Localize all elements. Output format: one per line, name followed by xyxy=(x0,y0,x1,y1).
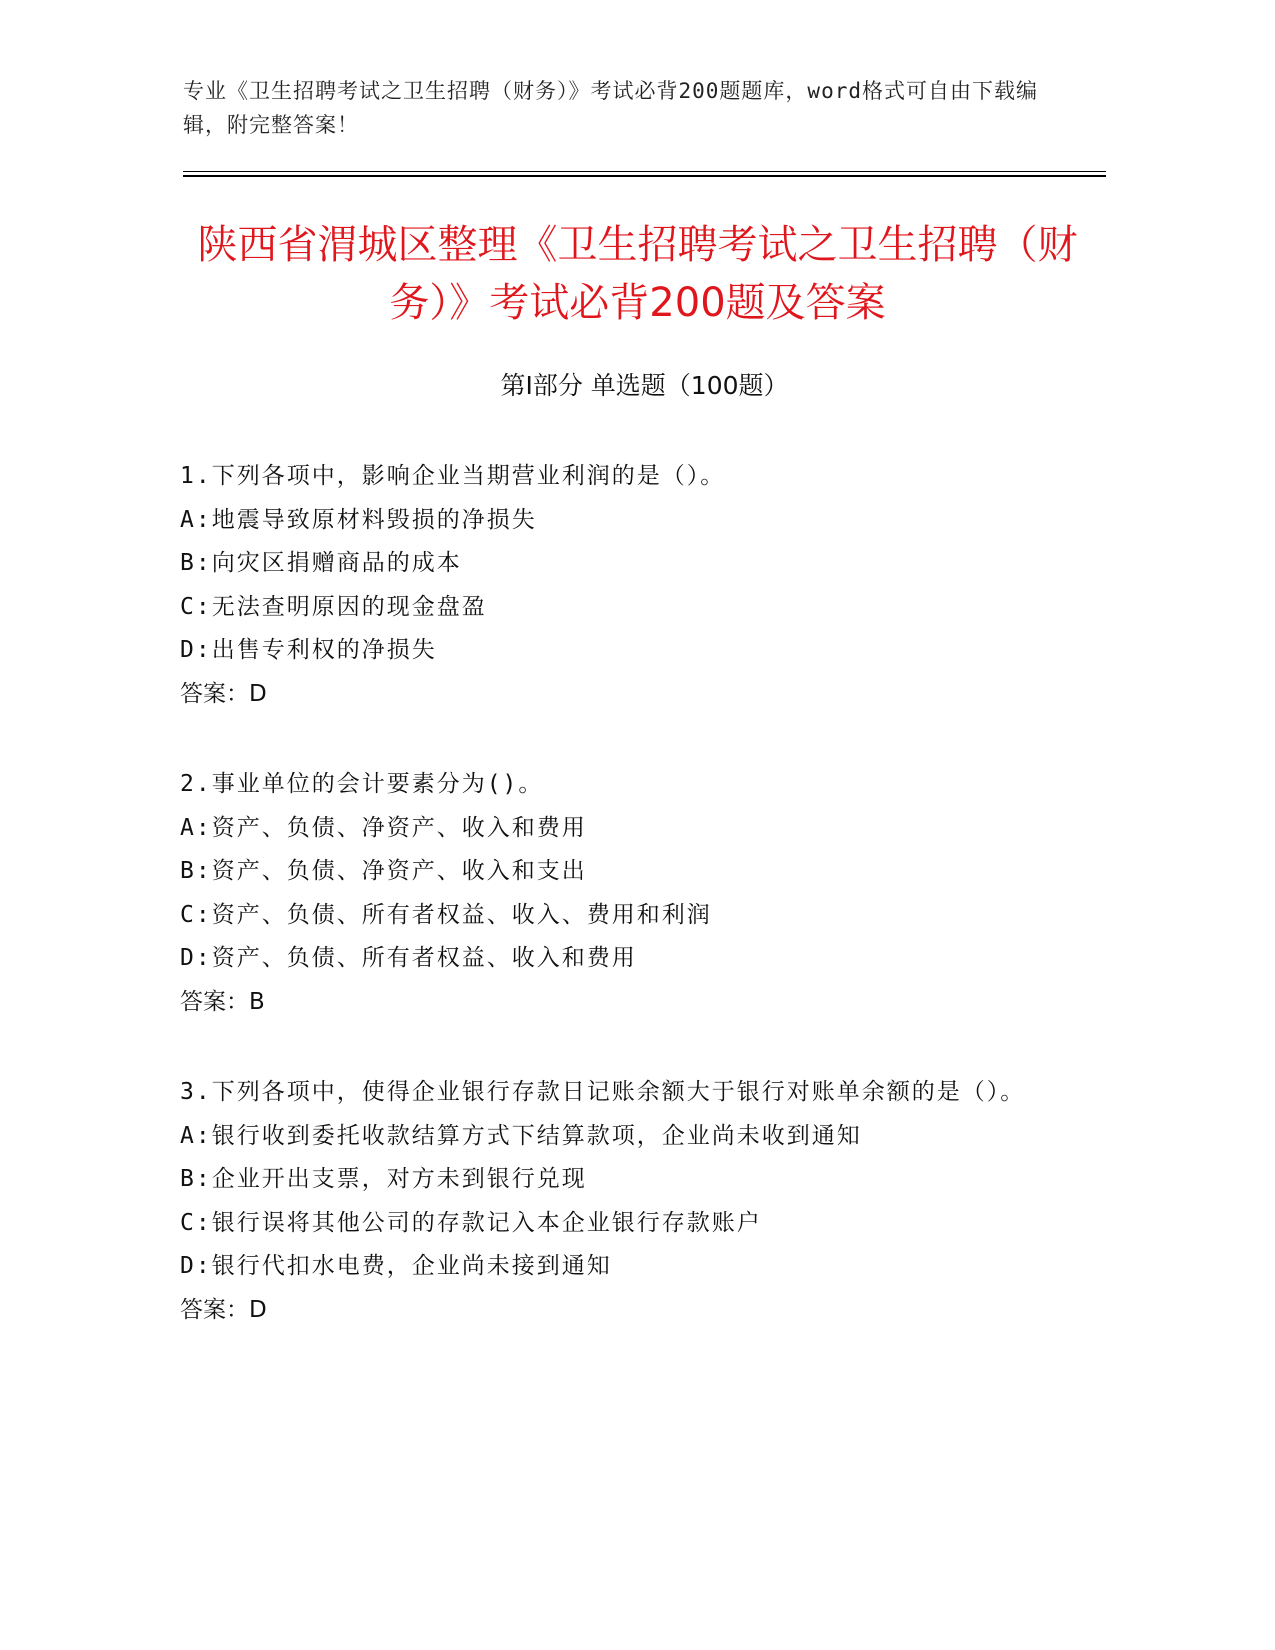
option-a: A:资产、负债、净资产、收入和费用 xyxy=(180,814,587,841)
question-list xyxy=(180,455,1080,1379)
question-stem: 2.事业单位的会计要素分为()。 xyxy=(180,771,544,797)
question-3 xyxy=(180,1071,1080,1332)
option-d: D:出售专利权的净损失 xyxy=(180,637,437,663)
option-d: D:资产、负债、所有者权益、收入和费用 xyxy=(180,945,637,971)
answer: 答案：D xyxy=(180,680,267,707)
header-divider-thick xyxy=(183,175,1106,177)
question-stem: 1.下列各项中，影响企业当期营业利润的是（）。 xyxy=(180,463,726,489)
option-b: B:资产、负债、净资产、收入和支出 xyxy=(180,858,587,884)
section-title: 第I部分 单选题（100题） xyxy=(500,371,789,400)
question-2 xyxy=(180,763,1080,1024)
header-divider-thin xyxy=(183,171,1106,172)
answer: 答案：D xyxy=(180,1296,267,1323)
header-note: 专业《卫生招聘考试之卫生招聘（财务）》考试必背200题题库，word格式可自由下载编辑，附完整答案！ xyxy=(183,79,1038,137)
option-c: C:无法查明原因的现金盘盈 xyxy=(180,593,487,620)
option-b: B:向灾区捐赠商品的成本 xyxy=(180,550,462,576)
question-stem: 3.下列各项中，使得企业银行存款日记账余额大于银行对账单余额的是（）。 xyxy=(180,1079,1026,1105)
option-a: A:银行收到委托收款结算方式下结算款项，企业尚未收到通知 xyxy=(180,1122,862,1149)
option-c: C:银行误将其他公司的存款记入本企业银行存款账户 xyxy=(180,1209,762,1236)
answer: 答案：B xyxy=(180,988,265,1015)
option-c: C:资产、负债、所有者权益、收入、费用和利润 xyxy=(180,901,712,928)
option-a: A:地震导致原材料毁损的净损失 xyxy=(180,506,537,533)
question-1 xyxy=(180,455,1080,716)
option-b: B:企业开出支票，对方未到银行兑现 xyxy=(180,1166,587,1192)
document-title: 陕西省渭城区整理《卫生招聘考试之卫生招聘（财务）》考试必背200题及答案 xyxy=(197,222,1078,326)
option-d: D:银行代扣水电费，企业尚未接到通知 xyxy=(180,1253,612,1279)
